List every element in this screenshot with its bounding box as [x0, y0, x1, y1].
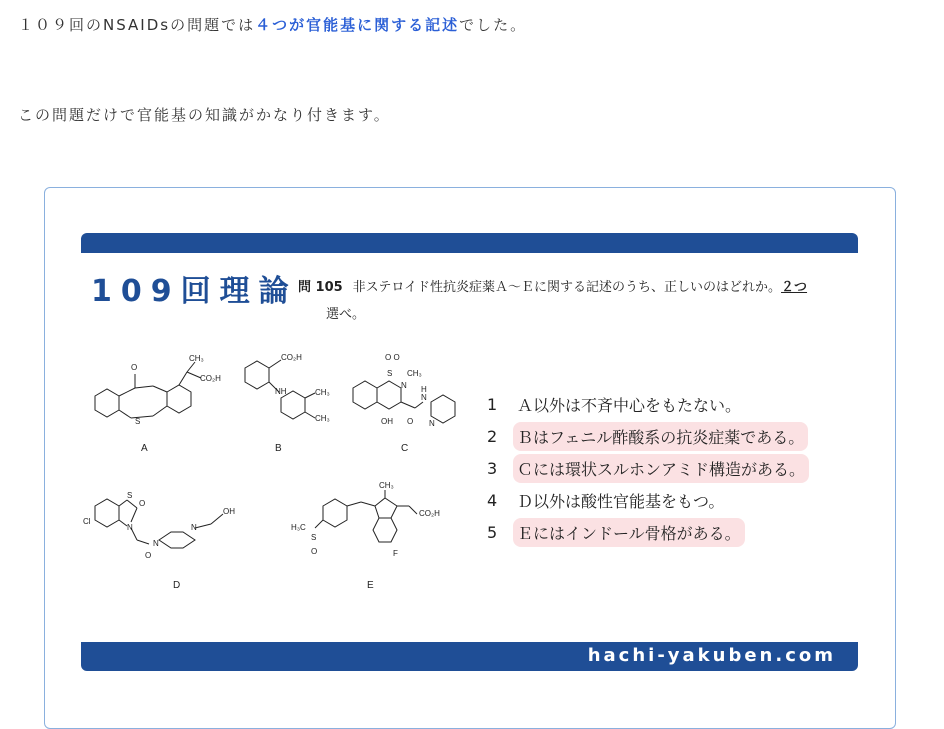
- svg-text:O: O: [407, 417, 414, 426]
- option-number: 2: [487, 426, 498, 446]
- svg-text:S: S: [387, 369, 393, 378]
- svg-text:H: H: [421, 385, 427, 394]
- molecule-e-label: E: [367, 580, 374, 591]
- svg-text:OH: OH: [223, 507, 235, 516]
- question-image-card: [44, 187, 896, 729]
- svg-text:F: F: [393, 549, 398, 558]
- svg-text:S: S: [135, 417, 141, 426]
- option-number: 3: [487, 458, 498, 478]
- svg-text:O O: O O: [385, 353, 400, 362]
- question-text: 非ステロイド性抗炎症薬Ａ～Ｅに関する記述のうち、正しいのはどれか。: [352, 280, 782, 295]
- option-text: Ｄ以外は酸性官能基をもつ。: [517, 491, 725, 511]
- molecule-b-label: B: [275, 443, 282, 454]
- svg-text:S: S: [311, 533, 317, 542]
- molecule-b-structure: [235, 348, 355, 438]
- molecule-c-structure: [345, 348, 475, 438]
- question-count: ２つ: [781, 280, 808, 295]
- site-url[interactable]: hachi-yakuben.com: [587, 645, 836, 666]
- svg-text:CO₂H: CO₂H: [200, 374, 221, 383]
- svg-text:N: N: [127, 523, 133, 532]
- svg-text:O: O: [139, 499, 146, 508]
- option-5: [487, 516, 809, 548]
- option-4: [487, 484, 809, 516]
- card-top-bar: [81, 233, 858, 253]
- svg-text:CH₃: CH₃: [379, 481, 394, 490]
- molecule-a-structure: [75, 354, 221, 438]
- svg-text:CH₃: CH₃: [315, 388, 330, 397]
- intro-suffix: でした。: [459, 16, 528, 34]
- molecule-d-structure: [83, 488, 283, 568]
- svg-text:N: N: [429, 419, 435, 428]
- question-text-2: 選べ。: [326, 307, 366, 322]
- svg-text:N: N: [401, 381, 407, 390]
- option-2: [487, 420, 809, 452]
- intro-prefix: １０９回のNSAIDsの問題では: [18, 16, 256, 34]
- exam-title: 109回理論: [91, 274, 298, 309]
- question-number: 問 105: [298, 280, 343, 295]
- option-text: Ｂはフェニル酢酸系の抗炎症薬である。: [513, 422, 808, 451]
- svg-text:Cl: Cl: [83, 517, 91, 526]
- option-number: 1: [487, 394, 498, 414]
- molecule-c-label: C: [401, 443, 409, 454]
- intro-line-2: この問題だけで官能基の知識がかなり付きます。: [18, 106, 391, 124]
- question-header: [298, 274, 858, 328]
- svg-text:O: O: [145, 551, 152, 560]
- svg-text:CH₃: CH₃: [189, 354, 204, 363]
- molecule-a-label: A: [141, 443, 148, 454]
- svg-text:NH: NH: [275, 387, 287, 396]
- molecule-e-structure: [281, 481, 481, 584]
- svg-text:OH: OH: [381, 417, 393, 426]
- svg-text:S: S: [127, 491, 133, 500]
- intro-highlight: ４つが官能基に関する記述: [255, 16, 460, 34]
- svg-text:CO₂H: CO₂H: [419, 509, 440, 518]
- molecule-d-label: D: [173, 580, 181, 591]
- svg-text:N: N: [191, 523, 197, 532]
- svg-text:O: O: [311, 547, 318, 556]
- option-text: Ａ以外は不斉中心をもたない。: [517, 395, 742, 415]
- option-3: [487, 452, 809, 484]
- intro-line-1: [18, 14, 527, 35]
- option-text: Ｅにはインドール骨格がある。: [513, 518, 745, 547]
- svg-text:N: N: [153, 539, 159, 548]
- card-footer-bar: [81, 642, 858, 671]
- svg-text:H₃C: H₃C: [291, 523, 306, 532]
- svg-text:N: N: [421, 393, 427, 402]
- option-number: 5: [487, 522, 498, 542]
- svg-text:CH₃: CH₃: [315, 414, 330, 423]
- svg-text:CO₂H: CO₂H: [281, 353, 302, 362]
- option-1: [487, 388, 809, 420]
- answer-options: [487, 388, 809, 548]
- option-text: Ｃには環状スルホンアミド構造がある。: [513, 454, 809, 483]
- option-number: 4: [487, 490, 498, 510]
- svg-text:O: O: [131, 363, 138, 372]
- svg-text:CH₃: CH₃: [407, 369, 422, 378]
